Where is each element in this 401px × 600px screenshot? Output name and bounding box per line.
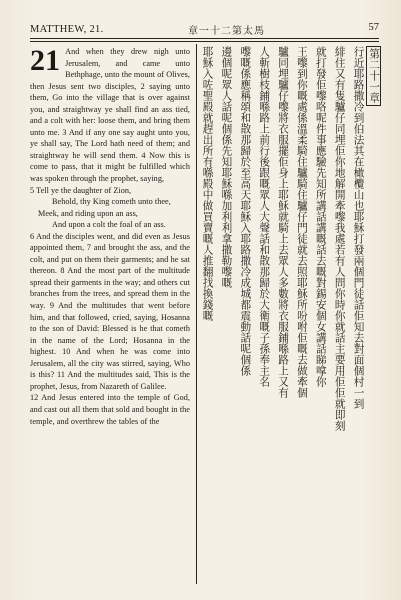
chinese-column: 邊個呢眾人話呢個係先知耶穌喺加利利拿撒勒嚟嘅: [220, 46, 233, 288]
page-number: 57: [368, 21, 379, 33]
header-right: [160, 22, 379, 37]
poem-line: Behold, thy King cometh unto thee,: [52, 197, 171, 207]
chinese-column: 緋住又有隻驢仔同埋佢你地解開牽嚟我處若有人問你時你就話主要用佢佢就即刻: [333, 46, 346, 431]
poem-line: And upon a colt the foal of an ass.: [52, 220, 166, 230]
chapter-number: 21: [30, 44, 61, 77]
poem-block: [30, 196, 190, 231]
verse-paragraph: 5 Tell ye the daughter of Zion,: [30, 185, 132, 195]
poem-line: Meek, and riding upon an ass,: [38, 208, 138, 218]
verse-paragraph: And when they drew nigh unto Jerusalem, and came unto Bethphage, unto the mount of Olives, then Jesus sent two disciples, 2 saying unto them, Go into the village that is over against you, and straightway ye shall find an ass tied, and a colt with her: loose them, and bring them unto me. 3 And if any one say aught unto you, ye shall say, The Lord hath need of them; and straightway he will send them. 4 Now this is come to pass, that it might be fulfilled which was spoken through the prophet, saying,: [30, 47, 190, 184]
chinese-column: 人斬樹枝鋪喺路上前行後跟嘅眾人大聲話和散那歸於大衛嘅子孫奉主名: [258, 46, 271, 387]
header-rule: [30, 41, 379, 42]
page-header: [30, 20, 379, 39]
running-head-english: MATTHEW, 21.: [30, 23, 104, 35]
chapter-label-chinese: 第二十一章: [366, 46, 382, 106]
chinese-first-column: [351, 46, 381, 586]
chinese-column: 就打發佢嚟咯呢件事應驗先知所講話講嘅話去嘅對錫安個女講話睇嗱你: [314, 46, 327, 387]
chinese-text-column: [200, 46, 381, 586]
chinese-column: 耶穌入咗聖殿就趕出所有喺殿中做買賣嘅人推翻找換錢嘅: [201, 46, 214, 321]
english-text-column: [30, 46, 190, 586]
chinese-column: 驢同埋驢仔嚟將衣服擺佢身上耶穌就騎上去眾人多數將衣服鋪喺路上又有: [277, 46, 289, 398]
chinese-column: 王嚟到你嘅處係溫柔騎住驢騎住驢仔門徒就去照耶穌所吩咐佢嘅去做牽個: [295, 46, 308, 398]
chinese-column: 行近耶路撒冷到伯法其在橄欖山也耶穌打發兩個門徒話佢知去對面個村一到: [352, 46, 365, 409]
chinese-column: 嚟嘅係應稱頌和散那歸於至高天耶穌入耶路撒冷成城都震動話呢個係: [239, 46, 252, 376]
verse-paragraph: 6 And the disciples went, and did even as Jesus appointed them, 7 and brought the ass, and the colt, and put on them their garments; and he sat thereon. 8 And the most part of the multitude spread their garments in the way; and others cut branches from the trees, and spread them in the way. 9 And the multitudes that went before him, and that followed, cried, saying, Hosanna to the son of David: Blessed is he that cometh in the name of the Lord; Hosanna in the highest. 10 And when he was come into Jerusalem, all the city was stirred, saying, Who is this? 11 And the multitudes said, This is the prophet, Jesus, from Nazareth of Galilee.: [30, 231, 190, 391]
column-divider: [196, 44, 197, 584]
verse-paragraph: 12 And Jesus entered into the temple of God, and cast out all them that sold and bought in the temple, and overthrew the tables of the: [30, 393, 190, 426]
running-head-chinese: 章一十二第太馬: [188, 25, 265, 37]
